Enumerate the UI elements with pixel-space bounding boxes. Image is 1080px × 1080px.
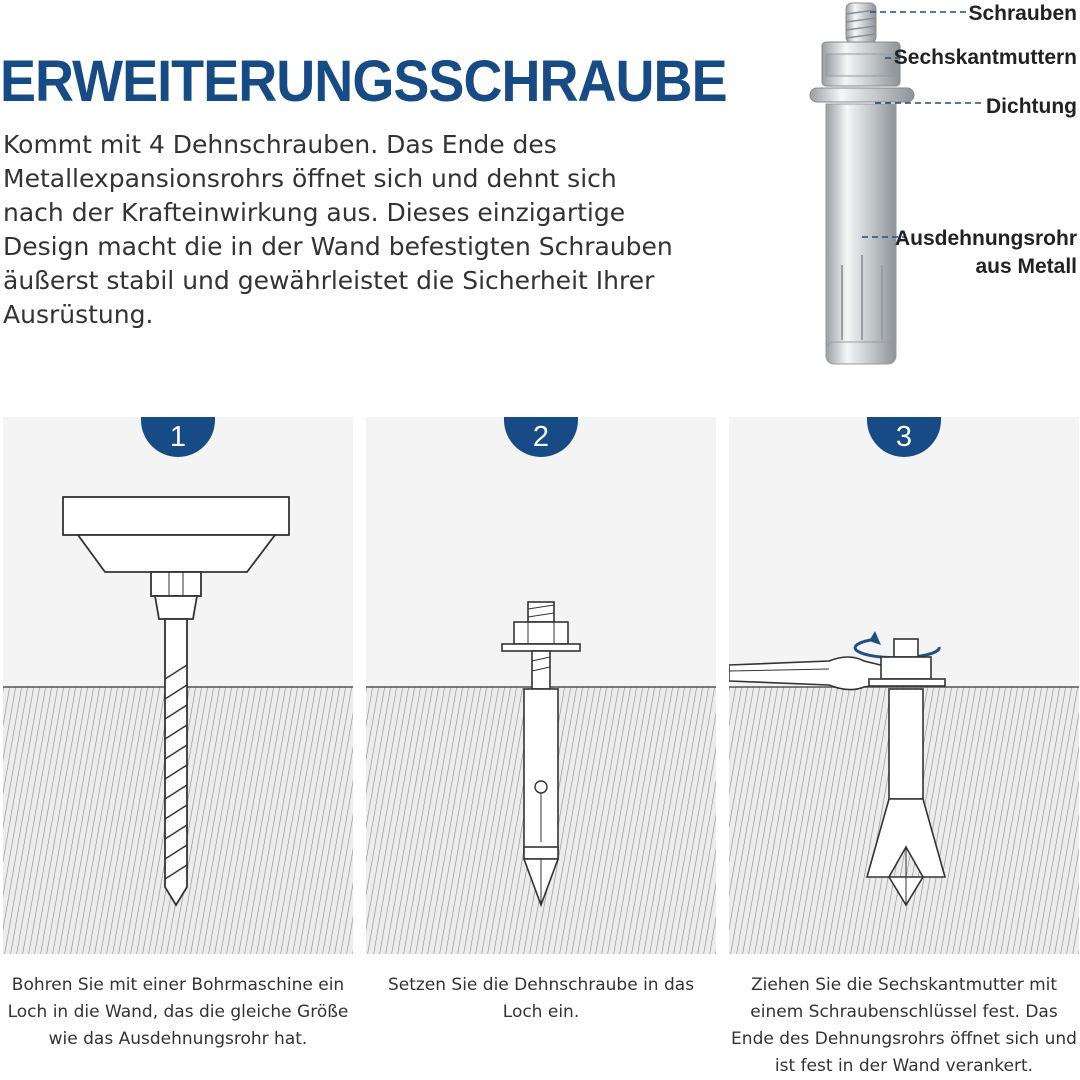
callout-screw: Schrauben [968,2,1077,25]
callout-tube-line1: Ausdehnungsrohr [895,227,1077,250]
step-2-badge: 2 [504,417,578,457]
intro-text: Kommt mit 4 Dehnschrauben. Das Ende des Metallexpansionsrohrs öffnet sich und dehnt sich nach der Krafteinwirkung aus. Dieses einzigartige Design macht die in der Wand befestigten Schrauben äußerst stabil und gewährleistet die Sicherheit Ihrer Ausrüstung. [3,130,673,329]
step-1-panel [3,417,353,954]
drilling-illustration [3,417,353,954]
step-1-badge: 1 [141,417,215,457]
tighten-nut-illustration [729,417,1079,954]
step-3-badge: 3 [867,417,941,457]
callout-tube [895,225,1077,281]
step-3-panel [729,417,1079,954]
page-title: ERWEITERUNGSSCHRAUBE [0,49,727,114]
step-2-caption: Setzen Sie die Dehnschraube in das Loch ein. [387,975,695,1022]
callout-tube-line2: aus Metall [975,255,1077,278]
callout-nut: Sechskantmuttern [893,46,1077,69]
callout-washer: Dichtung [986,95,1077,118]
insert-bolt-illustration [366,417,716,954]
step-3-caption: Ziehen Sie die Sechskantmutter mit einem Schraubenschlüssel fest. Das Ende des Dehnungsrohrs öffnet sich und ist fest in der Wand verankert. [731,975,1077,1076]
step-2-panel [366,417,716,954]
step-1-caption: Bohren Sie mit einer Bohrmaschine ein Loch in die Wand, das die gleiche Größe wie das Ausdehnungsrohr hat. [7,975,349,1049]
